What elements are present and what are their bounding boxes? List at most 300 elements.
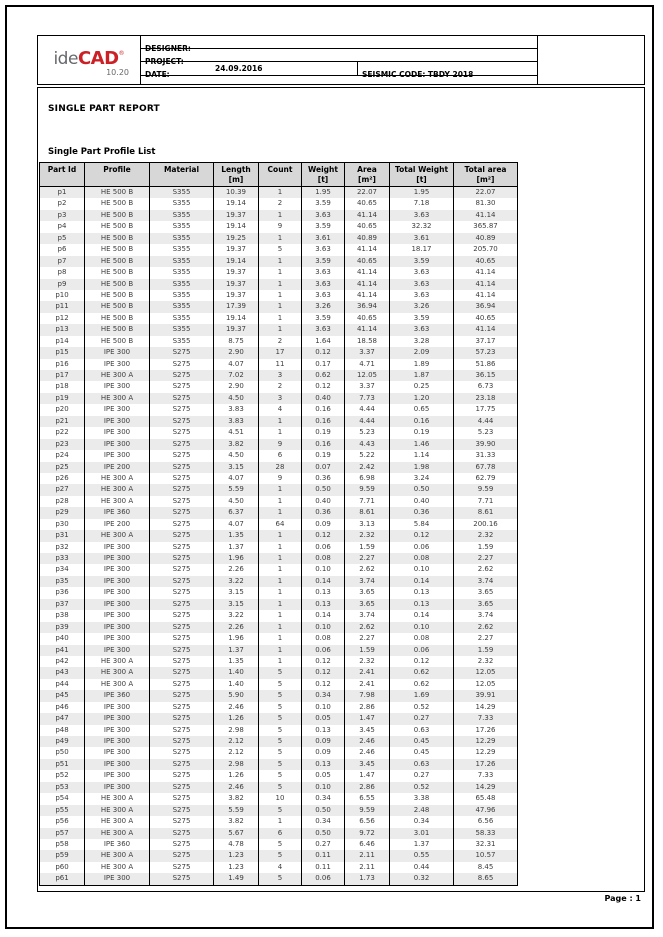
table-row xyxy=(40,233,517,244)
table-cell: p46 xyxy=(40,702,85,713)
table-cell: S355 xyxy=(150,256,214,267)
table-cell: S275 xyxy=(150,370,214,381)
table-cell: 0.65 xyxy=(390,404,454,415)
table-cell: 3.26 xyxy=(390,301,454,312)
table-cell: S275 xyxy=(150,862,214,873)
table-cell: 0.34 xyxy=(302,816,345,827)
table-cell: 3.22 xyxy=(214,610,259,621)
table-cell: 12.29 xyxy=(475,737,496,745)
table-row xyxy=(40,244,517,255)
table-cell: 1.69 xyxy=(390,690,454,701)
table-cell: 2.26 xyxy=(214,622,259,633)
table-cell: 41.14 xyxy=(345,290,390,301)
table-cell: 1 xyxy=(259,427,302,438)
table-cell: 3.26 xyxy=(302,301,345,312)
table-cell: p33 xyxy=(40,553,85,564)
table-cell: 41.14 xyxy=(345,210,390,221)
table-cell: 7.98 xyxy=(345,690,390,701)
seismic-code-label: SEISMIC CODE: TBDY 2018 xyxy=(362,70,474,79)
table-cell: 17.39 xyxy=(214,301,259,312)
table-cell: p54 xyxy=(40,793,85,804)
table-cell: p2 xyxy=(40,198,85,209)
table-cell: 0.50 xyxy=(302,805,345,816)
table-cell: S355 xyxy=(150,198,214,209)
table-cell: IPE 300 xyxy=(85,759,150,770)
table-cell: 5 xyxy=(259,759,302,770)
table-cell: 0.12 xyxy=(302,667,345,678)
table-cell: 41.14 xyxy=(345,279,390,290)
table-cell: 5 xyxy=(259,805,302,816)
table-cell: 0.63 xyxy=(390,725,454,736)
table-cell: IPE 300 xyxy=(85,381,150,392)
column-header-total-area: Total area [m²] xyxy=(464,165,507,184)
table-cell: S275 xyxy=(150,473,214,484)
table-cell: IPE 300 xyxy=(85,645,150,656)
table-cell: 3.83 xyxy=(214,404,259,415)
table-cell: S355 xyxy=(150,313,214,324)
table-cell: 7.73 xyxy=(345,393,390,404)
table-cell: 3.74 xyxy=(345,576,390,587)
designer-row xyxy=(141,36,537,53)
table-cell: 0.36 xyxy=(302,473,345,484)
registered-mark-icon: ® xyxy=(118,50,125,57)
table-cell: 14.29 xyxy=(475,702,496,711)
table-cell: 2.27 xyxy=(345,553,390,564)
table-cell: 1.87 xyxy=(390,370,454,381)
table-cell: 3.82 xyxy=(214,793,259,804)
table-cell: 1.73 xyxy=(345,873,390,884)
table-cell: 1.64 xyxy=(302,336,345,347)
table-cell: 3.59 xyxy=(302,313,345,324)
table-cell: 1 xyxy=(259,645,302,656)
table-row xyxy=(40,290,517,301)
table-cell: 8.61 xyxy=(477,508,494,517)
table-cell: 1 xyxy=(259,633,302,644)
table-cell: IPE 200 xyxy=(85,519,150,530)
table-cell: S275 xyxy=(150,622,214,633)
table-row xyxy=(40,805,517,816)
table-cell: 4.43 xyxy=(345,439,390,450)
table-cell: 6.55 xyxy=(345,793,390,804)
table-cell: p1 xyxy=(40,187,85,198)
table-cell: 5 xyxy=(259,873,302,884)
table-cell: 19.37 xyxy=(214,324,259,335)
table-row xyxy=(40,530,517,541)
table-cell: 3.37 xyxy=(345,347,390,358)
table-cell: 365.87 xyxy=(473,222,498,231)
table-cell: p14 xyxy=(40,336,85,347)
table-row xyxy=(40,839,517,850)
table-cell: 19.37 xyxy=(214,267,259,278)
table-cell: 2.41 xyxy=(345,679,390,690)
table-row xyxy=(40,313,517,324)
column-header-count: Count xyxy=(259,163,302,186)
table-cell: S275 xyxy=(150,427,214,438)
table-cell: p58 xyxy=(40,839,85,850)
table-row xyxy=(40,587,517,598)
table-cell: S355 xyxy=(150,324,214,335)
table-cell: 4 xyxy=(259,862,302,873)
table-cell: 3.22 xyxy=(214,576,259,587)
report-title: SINGLE PART REPORT xyxy=(48,104,160,114)
table-cell: HE 500 B xyxy=(85,336,150,347)
table-cell: 0.10 xyxy=(390,564,454,575)
table-cell: 0.40 xyxy=(390,496,454,507)
table-cell: p8 xyxy=(40,267,85,278)
table-cell: 2.86 xyxy=(345,702,390,713)
table-cell: 9 xyxy=(259,439,302,450)
table-cell: 1.59 xyxy=(345,542,390,553)
table-cell: 8.75 xyxy=(214,336,259,347)
table-row xyxy=(40,370,517,381)
table-cell: 0.62 xyxy=(390,679,454,690)
table-cell: 0.13 xyxy=(390,599,454,610)
table-cell: 40.89 xyxy=(475,233,496,242)
table-cell: 5 xyxy=(259,713,302,724)
header-fields xyxy=(141,36,537,84)
table-cell: p35 xyxy=(40,576,85,587)
table-cell: 0.10 xyxy=(390,622,454,633)
table-cell: p7 xyxy=(40,256,85,267)
table-cell: 1.49 xyxy=(214,873,259,884)
table-row xyxy=(40,862,517,873)
table-cell: 3.45 xyxy=(345,725,390,736)
table-cell: p60 xyxy=(40,862,85,873)
table-cell: 2.12 xyxy=(214,747,259,758)
table-cell: 2.27 xyxy=(477,554,494,562)
table-row xyxy=(40,393,517,404)
table-cell: 19.37 xyxy=(214,290,259,301)
table-cell: HE 500 B xyxy=(85,187,150,198)
table-cell: 22.07 xyxy=(475,188,496,196)
table-cell: HE 500 B xyxy=(85,279,150,290)
table-cell: 0.50 xyxy=(302,828,345,839)
table-cell: 9 xyxy=(259,473,302,484)
table-cell: IPE 300 xyxy=(85,359,150,370)
table-row xyxy=(40,267,517,278)
table-row xyxy=(40,622,517,633)
table-cell: 1 xyxy=(259,267,302,278)
table-cell: 9.59 xyxy=(345,805,390,816)
table-cell: 1 xyxy=(259,587,302,598)
table-cell: 19.14 xyxy=(214,198,259,209)
table-cell: S275 xyxy=(150,393,214,404)
table-cell: 5.84 xyxy=(390,519,454,530)
table-cell: 3.63 xyxy=(302,290,345,301)
table-cell: 0.40 xyxy=(302,393,345,404)
table-cell: S275 xyxy=(150,873,214,884)
table-cell: 3.01 xyxy=(390,828,454,839)
table-cell: 0.44 xyxy=(390,862,454,873)
table-cell: 3.63 xyxy=(390,279,454,290)
table-cell: S275 xyxy=(150,793,214,804)
table-cell: 2.62 xyxy=(477,565,494,574)
table-cell: IPE 360 xyxy=(85,690,150,701)
table-cell: 7.71 xyxy=(345,496,390,507)
table-cell: 1.59 xyxy=(345,645,390,656)
table-cell: 5.90 xyxy=(214,690,259,701)
table-cell: 37.17 xyxy=(475,336,496,345)
table-cell: 1 xyxy=(259,301,302,312)
table-cell: 1 xyxy=(259,233,302,244)
table-cell: 0.25 xyxy=(390,381,454,392)
table-cell: S275 xyxy=(150,839,214,850)
table-cell: 4.50 xyxy=(214,393,259,404)
table-cell: 4.07 xyxy=(214,473,259,484)
table-row xyxy=(40,210,517,221)
table-cell: p21 xyxy=(40,416,85,427)
table-row xyxy=(40,828,517,839)
table-row xyxy=(40,198,517,209)
table-cell: 41.14 xyxy=(475,290,496,299)
table-cell: S275 xyxy=(150,713,214,724)
table-cell: 5 xyxy=(259,839,302,850)
table-cell: 3.83 xyxy=(214,416,259,427)
table-cell: p13 xyxy=(40,324,85,335)
table-cell: 0.52 xyxy=(390,782,454,793)
table-cell: S275 xyxy=(150,599,214,610)
table-cell: 17.26 xyxy=(475,725,496,734)
table-cell: p25 xyxy=(40,462,85,473)
table-cell: 3.63 xyxy=(302,210,345,221)
table-cell: 1.59 xyxy=(477,542,494,551)
table-cell: 0.45 xyxy=(390,736,454,747)
table-cell: 3 xyxy=(259,370,302,381)
table-row xyxy=(40,336,517,347)
table-cell: 0.10 xyxy=(302,622,345,633)
table-cell: 0.63 xyxy=(390,759,454,770)
table-cell: 1 xyxy=(259,530,302,541)
table-cell: 40.65 xyxy=(475,313,496,322)
table-cell: IPE 300 xyxy=(85,347,150,358)
table-cell: 39.91 xyxy=(475,691,496,700)
table-cell: 3.63 xyxy=(390,324,454,335)
table-cell: 36.94 xyxy=(475,302,496,311)
table-cell: p37 xyxy=(40,599,85,610)
table-cell: 6.46 xyxy=(345,839,390,850)
table-cell: 41.14 xyxy=(345,267,390,278)
table-cell: 1.35 xyxy=(214,656,259,667)
table-cell: HE 300 A xyxy=(85,393,150,404)
table-cell: 3.63 xyxy=(390,210,454,221)
table-cell: 5.23 xyxy=(477,428,494,437)
table-cell: S275 xyxy=(150,507,214,518)
table-cell: 0.14 xyxy=(390,576,454,587)
table-cell: HE 500 B xyxy=(85,198,150,209)
table-cell: 0.12 xyxy=(302,530,345,541)
table-cell: 6 xyxy=(259,450,302,461)
table-cell: p20 xyxy=(40,404,85,415)
table-cell: p48 xyxy=(40,725,85,736)
table-cell: S275 xyxy=(150,725,214,736)
table-cell: 17.26 xyxy=(475,759,496,768)
table-cell: 3.24 xyxy=(390,473,454,484)
table-cell: 3.59 xyxy=(390,313,454,324)
table-cell: S355 xyxy=(150,221,214,232)
table-cell: 5 xyxy=(259,667,302,678)
table-cell: IPE 300 xyxy=(85,633,150,644)
table-cell: 0.08 xyxy=(302,633,345,644)
table-cell: 36.94 xyxy=(345,301,390,312)
table-cell: HE 300 A xyxy=(85,370,150,381)
table-cell: S355 xyxy=(150,279,214,290)
table-cell: 2.46 xyxy=(214,782,259,793)
table-cell: 51.86 xyxy=(475,359,496,368)
table-cell: 1 xyxy=(259,576,302,587)
header-empty-row xyxy=(141,76,537,84)
table-cell: 40.89 xyxy=(345,233,390,244)
table-cell: 1 xyxy=(259,416,302,427)
table-cell: 5 xyxy=(259,702,302,713)
table-cell: p56 xyxy=(40,816,85,827)
table-cell: p31 xyxy=(40,530,85,541)
table-cell: 0.16 xyxy=(302,439,345,450)
table-cell: 2 xyxy=(259,336,302,347)
table-row xyxy=(40,439,517,450)
table-cell: S355 xyxy=(150,244,214,255)
table-cell: 1 xyxy=(259,484,302,495)
table-row xyxy=(40,656,517,667)
table-cell: 0.36 xyxy=(302,507,345,518)
logo-version: 10.20 xyxy=(106,68,129,77)
table-cell: 41.14 xyxy=(475,279,496,288)
table-cell: 0.06 xyxy=(390,645,454,656)
table-cell: 7.33 xyxy=(477,714,494,723)
table-cell: 0.14 xyxy=(302,576,345,587)
table-cell: 11 xyxy=(259,359,302,370)
table-cell: S275 xyxy=(150,736,214,747)
table-cell: 19.14 xyxy=(214,221,259,232)
table-cell: 0.07 xyxy=(302,462,345,473)
table-cell: 81.30 xyxy=(475,199,496,208)
table-cell: 7.02 xyxy=(214,370,259,381)
table-cell: 0.06 xyxy=(302,873,345,884)
table-cell: p52 xyxy=(40,770,85,781)
table-cell: HE 300 A xyxy=(85,656,150,667)
single-part-profile-table xyxy=(39,162,518,886)
table-row xyxy=(40,462,517,473)
table-cell: 0.06 xyxy=(302,542,345,553)
table-cell: p6 xyxy=(40,244,85,255)
table-cell: 3.74 xyxy=(477,576,494,585)
table-cell: 1.89 xyxy=(390,359,454,370)
table-cell: 0.16 xyxy=(302,404,345,415)
table-cell: IPE 300 xyxy=(85,576,150,587)
table-cell: 17.75 xyxy=(475,405,496,414)
table-cell: HE 300 A xyxy=(85,828,150,839)
table-cell: IPE 360 xyxy=(85,839,150,850)
table-cell: 4.07 xyxy=(214,519,259,530)
table-cell: 41.14 xyxy=(345,324,390,335)
table-title: Single Part Profile List xyxy=(48,147,156,157)
table-cell: 1.40 xyxy=(214,667,259,678)
table-cell: S275 xyxy=(150,496,214,507)
table-cell: 3.82 xyxy=(214,439,259,450)
table-row xyxy=(40,679,517,690)
table-cell: 1 xyxy=(259,656,302,667)
table-row xyxy=(40,496,517,507)
table-cell: IPE 200 xyxy=(85,462,150,473)
table-cell: 3.37 xyxy=(345,381,390,392)
table-cell: 0.27 xyxy=(302,839,345,850)
table-cell: 40.65 xyxy=(345,221,390,232)
table-cell: IPE 300 xyxy=(85,587,150,598)
column-header-area: Area [m²] xyxy=(345,163,390,186)
table-row xyxy=(40,359,517,370)
table-cell: 1 xyxy=(259,210,302,221)
table-cell: HE 500 B xyxy=(85,301,150,312)
table-cell: S275 xyxy=(150,782,214,793)
table-cell: 8.65 xyxy=(477,874,494,883)
table-cell: S275 xyxy=(150,462,214,473)
table-cell: 39.90 xyxy=(475,439,496,448)
table-cell: 0.08 xyxy=(390,553,454,564)
column-header-weight: Weight [t] xyxy=(302,163,345,186)
table-cell: S275 xyxy=(150,530,214,541)
table-cell: 32.31 xyxy=(475,839,496,848)
table-cell: 3.59 xyxy=(302,198,345,209)
table-cell: HE 500 B xyxy=(85,267,150,278)
table-cell: 8.61 xyxy=(345,507,390,518)
table-cell: 0.52 xyxy=(390,702,454,713)
table-cell: 0.09 xyxy=(302,736,345,747)
table-cell: S275 xyxy=(150,450,214,461)
table-cell: S275 xyxy=(150,828,214,839)
table-cell: 5.22 xyxy=(345,450,390,461)
table-cell: IPE 300 xyxy=(85,450,150,461)
table-cell: 0.19 xyxy=(302,427,345,438)
table-cell: 32.32 xyxy=(390,221,454,232)
table-cell: p41 xyxy=(40,645,85,656)
table-cell: 41.14 xyxy=(475,268,496,277)
table-cell: 3.74 xyxy=(345,610,390,621)
table-cell: 2.26 xyxy=(214,564,259,575)
table-cell: S275 xyxy=(150,816,214,827)
table-cell: p19 xyxy=(40,393,85,404)
table-body xyxy=(40,187,517,885)
table-cell: S275 xyxy=(150,759,214,770)
table-row xyxy=(40,736,517,747)
table-cell: 2.62 xyxy=(345,564,390,575)
table-cell: 0.08 xyxy=(390,633,454,644)
table-cell: 0.06 xyxy=(302,645,345,656)
table-cell: 0.10 xyxy=(302,702,345,713)
table-cell: S355 xyxy=(150,233,214,244)
table-row xyxy=(40,381,517,392)
column-header-total-weight: Total Weight [t] xyxy=(390,163,454,186)
table-cell: IPE 300 xyxy=(85,416,150,427)
table-cell: 1.23 xyxy=(214,862,259,873)
table-cell: IPE 300 xyxy=(85,599,150,610)
table-cell: 6.37 xyxy=(214,507,259,518)
table-cell: 0.13 xyxy=(302,759,345,770)
table-cell: 5 xyxy=(259,782,302,793)
table-cell: 5.67 xyxy=(214,828,259,839)
table-cell: p61 xyxy=(40,873,85,884)
table-cell: 0.36 xyxy=(390,507,454,518)
table-cell: 0.08 xyxy=(302,553,345,564)
table-cell: HE 500 B xyxy=(85,210,150,221)
table-cell: 5.59 xyxy=(214,484,259,495)
idecad-logo xyxy=(38,36,141,84)
table-cell: 12.05 xyxy=(345,370,390,381)
table-cell: 1.98 xyxy=(390,462,454,473)
table-cell: 0.50 xyxy=(390,484,454,495)
column-header-length: Length [m] xyxy=(214,163,259,186)
table-cell: HE 500 B xyxy=(85,221,150,232)
table-cell: 3.28 xyxy=(390,336,454,347)
table-cell: 0.13 xyxy=(302,599,345,610)
